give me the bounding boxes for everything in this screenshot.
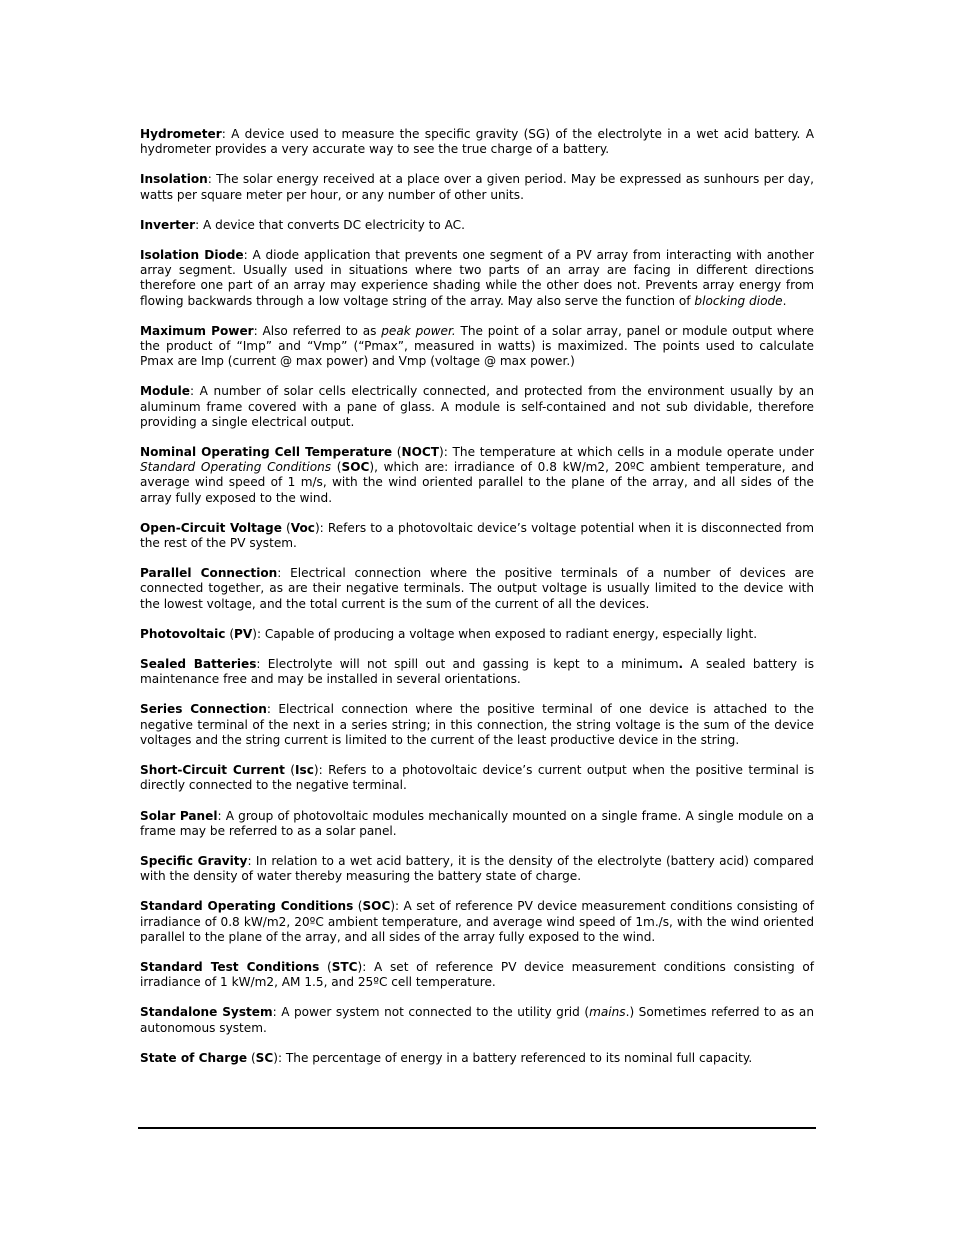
term-abbreviation: SOC bbox=[362, 899, 391, 914]
definition-text: : A number of solar cells electrically connected, and protected from the environment usually by an aluminum frame covered with a pane of glass. A module is self-contained and not sub dividable, therefore providing a single electrical output. bbox=[140, 384, 814, 429]
definition-text: ): Refers to a photovoltaic device’s voltage potential when it is disconnected from the rest of the PV system. bbox=[140, 520, 815, 551]
term-abbreviation: Isc bbox=[295, 763, 314, 778]
definition-text: A sealed battery is maintenance free and may be installed in several orientations. bbox=[140, 657, 814, 687]
glossary-term: Nominal Operating Cell Temperature bbox=[140, 445, 393, 460]
definition-text: ( bbox=[331, 460, 342, 475]
definition-text: ( bbox=[281, 520, 291, 535]
glossary-term: Hydrometer bbox=[140, 127, 222, 141]
emphasis-text: blocking diode bbox=[694, 293, 783, 308]
definition-text: : A device that converts DC electricity to AC. bbox=[195, 217, 465, 232]
term-abbreviation: NOCT bbox=[401, 445, 440, 460]
glossary-entry bbox=[140, 218, 814, 233]
definition-text: : A diode application that prevents one segment of a PV array from interacting with another array segment. Usually used in situations where two parts of an array are facing in different directions therefore one part of an array may experience shading while the other does not. Prevents array energy from flowing backwards through a low voltage string of the array. May also serve the function of bbox=[140, 248, 814, 308]
definition-text: ( bbox=[392, 445, 402, 460]
glossary-entry bbox=[140, 702, 814, 748]
footer-rule bbox=[138, 1127, 816, 1129]
emphasis-text: Standard Operating Conditions bbox=[140, 460, 332, 475]
definition-text: : Also referred to as bbox=[253, 323, 382, 338]
glossary-term: Specific Gravity bbox=[140, 853, 248, 868]
definition-text: : Electrolyte will not spill out and gassing is kept to a minimum bbox=[256, 657, 679, 672]
term-abbreviation: PV bbox=[234, 626, 253, 641]
glossary-entry bbox=[140, 384, 814, 430]
definition-text: ( bbox=[319, 959, 332, 974]
definition-text: .) Sometimes referred to as an autonomous system. bbox=[140, 1005, 815, 1035]
definition-text: ( bbox=[247, 1050, 256, 1065]
glossary-term: Isolation Diode bbox=[140, 248, 244, 263]
glossary-entry bbox=[140, 1051, 814, 1066]
glossary-term: State of Charge bbox=[140, 1050, 248, 1065]
glossary-entry bbox=[140, 657, 814, 687]
glossary-term: Inverter bbox=[140, 217, 196, 232]
definition-text: : A group of photovoltaic modules mechanically mounted on a single frame. A single module on a frame may be referred to as a solar panel. bbox=[140, 808, 814, 838]
glossary-entry bbox=[140, 566, 814, 612]
emphasis-text: mains bbox=[589, 1005, 626, 1020]
glossary-term: Parallel Connection bbox=[140, 566, 278, 581]
glossary-entry bbox=[140, 248, 814, 309]
term-abbreviation: . bbox=[678, 657, 684, 672]
definition-text: ): A set of reference PV device measurement conditions consisting of irradiance of 1 kW/m2, AM 1.5, and 25ºC cell temperature. bbox=[140, 959, 814, 990]
definition-text: ( bbox=[225, 626, 235, 641]
glossary-term: Standalone System bbox=[140, 1005, 273, 1020]
definition-text: : A power system not connected to the utility grid ( bbox=[272, 1005, 590, 1020]
glossary-term: Standard Operating Conditions bbox=[140, 899, 354, 914]
glossary-entry bbox=[140, 763, 814, 793]
glossary-term: Maximum Power bbox=[140, 323, 254, 338]
glossary-entry bbox=[140, 445, 814, 506]
glossary-entry bbox=[140, 960, 814, 990]
glossary-term: Series Connection bbox=[140, 702, 267, 717]
glossary-entry bbox=[140, 899, 814, 945]
definition-text: ): Refers to a photovoltaic device’s current output when the positive terminal is directly connected to the negative terminal. bbox=[140, 763, 814, 793]
definition-text: ): The percentage of energy in a battery referenced to its nominal full capacity. bbox=[273, 1050, 753, 1065]
glossary-term: Open-Circuit Voltage bbox=[140, 520, 282, 535]
definition-text: ), which are: irradiance of 0.8 kW/m2, 20ºC ambient temperature, and average wind speed of 1 m/s, with the wind oriented parallel to the plane of the array, and all sides of the array fully exposed to the wind. bbox=[140, 460, 814, 505]
glossary-entry bbox=[140, 324, 814, 370]
definition-text: : A device used to measure the specific gravity (SG) of the electrolyte in a wet acid battery. A hydrometer provides a very accurate way to see the true charge of a battery. bbox=[140, 127, 814, 157]
glossary-entry bbox=[140, 127, 814, 157]
glossary-term: Sealed Batteries bbox=[140, 657, 257, 672]
definition-text: : The solar energy received at a place over a given period. May be expressed as sunhours per day, watts per square meter per hour, or any number of other units. bbox=[140, 172, 814, 202]
definition-text: : Electrical connection where the positive terminal of one device is attached to the negative terminal of the next in a series string; in this connection, the string voltage is the sum of the device voltages and the string current is limited to the current of the least productive device in the string. bbox=[140, 702, 814, 747]
glossary bbox=[140, 127, 814, 1081]
glossary-entry bbox=[140, 627, 814, 642]
glossary-entry bbox=[140, 809, 814, 839]
emphasis-text: peak power. bbox=[381, 323, 456, 338]
term-abbreviation: Voc bbox=[290, 520, 315, 535]
definition-text: . bbox=[782, 293, 787, 308]
definition-text: ): A set of reference PV device measurement conditions consisting of irradiance of 0.8 kW/m2, 20ºC ambient temperature, and average wind speed of 1m./s, with the wind oriented parallel to the plane of the array, and all sides of the array fully exposed to the wind. bbox=[140, 899, 814, 944]
glossary-entry bbox=[140, 854, 814, 884]
term-abbreviation: SOC bbox=[341, 460, 370, 475]
glossary-entry bbox=[140, 1005, 814, 1035]
glossary-entry bbox=[140, 172, 814, 202]
term-abbreviation: SC bbox=[255, 1050, 274, 1065]
definition-text: : In relation to a wet acid battery, it is the density of the electrolyte (battery acid) compared with the density of water thereby measuring the battery state of charge. bbox=[140, 853, 814, 884]
glossary-term: Standard Test Conditions bbox=[140, 959, 320, 974]
glossary-entry bbox=[140, 521, 814, 551]
glossary-term: Short-Circuit Current bbox=[140, 763, 285, 778]
glossary-term: Module bbox=[140, 384, 190, 399]
glossary-term: Photovoltaic bbox=[140, 626, 226, 641]
definition-text: ): The temperature at which cells in a module operate under bbox=[439, 445, 815, 460]
glossary-term: Solar Panel bbox=[140, 808, 218, 823]
definition-text: ( bbox=[353, 899, 363, 914]
definition-text: ): Capable of producing a voltage when exposed to radiant energy, especially light. bbox=[252, 626, 758, 641]
term-abbreviation: STC bbox=[331, 959, 358, 974]
definition-text: : Electrical connection where the positive terminals of a number of devices are connected together, as are their negative terminals. The output voltage is usually limited to the device with the lowest voltage, and the total current is the sum of the current of all the devices. bbox=[140, 566, 814, 611]
definition-text: ( bbox=[284, 763, 296, 778]
definition-text: The point of a solar array, panel or module output where the product of “Imp” and “Vmp” (“Pmax”, measured in watts) is maximized. The points used to calculate Pmax are Imp (current @ max power) and Vmp (voltage @ max power.) bbox=[140, 323, 814, 369]
glossary-term: Insolation bbox=[140, 172, 208, 187]
